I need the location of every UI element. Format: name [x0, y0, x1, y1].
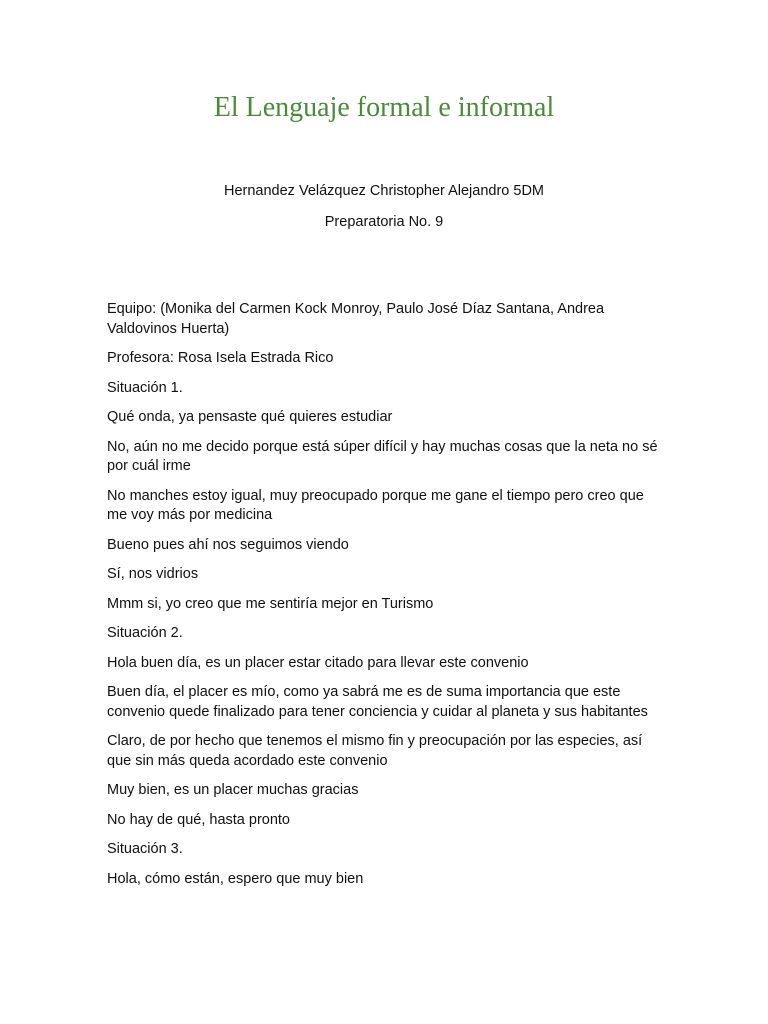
situation-heading: Situación 3. [107, 841, 183, 857]
dialogue-line: Sí, nos vidrios [107, 566, 199, 582]
situation-heading: Situación 1. [107, 379, 183, 396]
dialogue-line: No, aún no me decido porque está súper difícil y hay muchas cosas que la neta no sé por cuál irme [107, 438, 658, 474]
dialogue-line: No hay de qué, hasta pronto [107, 811, 290, 828]
paragraph-team: Equipo: (Monika del Carmen Kock Monroy, Paulo José Díaz Santana, Andrea Valdovinos Huerta) [107, 301, 605, 337]
dialogue-line: Qué onda, ya pensaste qué quieres estudiar [107, 409, 393, 425]
author-line: Hernandez Velázquez Christopher Alejandro 5DM [224, 183, 544, 199]
dialogue-line: No manches estoy igual, muy preocupado porque me gane el tiempo pero creo que me voy más por medicina [107, 487, 644, 523]
document-body [107, 300, 667, 899]
school-line: Preparatoria No. 9 [324, 214, 444, 230]
dialogue-line: Hola, cómo están, espero que muy bien [107, 870, 364, 887]
document-title: El Lenguaje formal e informal [213, 92, 555, 123]
situation-heading: Situación 2. [107, 625, 183, 641]
paragraph-teacher: Profesora: Rosa Isela Estrada Rico [107, 350, 334, 366]
dialogue-line: Buen día, el placer es mío, como ya sabrá me es de suma importancia que este convenio quede finalizado para tener conciencia y cuidar al planeta y sus habitantes [107, 684, 648, 720]
dialogue-line: Bueno pues ahí nos seguimos viendo [107, 536, 349, 553]
dialogue-line: Mmm si, yo creo que me sentiría mejor en Turismo [107, 595, 434, 612]
dialogue-line: Hola buen día, es un placer estar citado para llevar este convenio [107, 654, 529, 671]
dialogue-line: Muy bien, es un placer muchas gracias [107, 782, 359, 798]
dialogue-line: Claro, de por hecho que tenemos el mismo fin y preocupación por las especies, así que sin más queda acordado este convenio [107, 733, 643, 769]
